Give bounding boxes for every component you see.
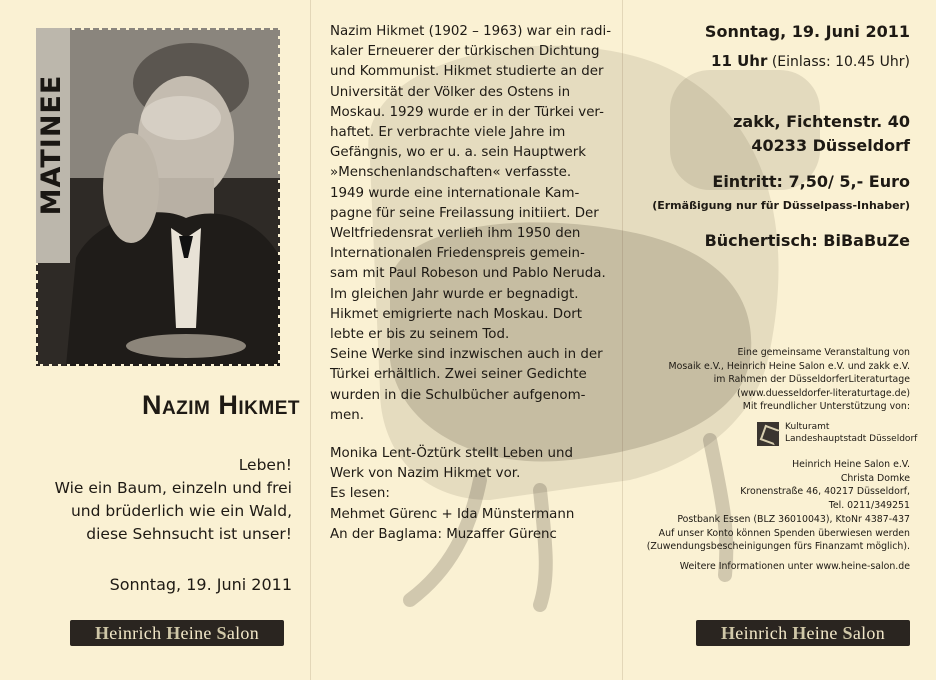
kulturamt-logo — [757, 420, 917, 448]
more-info: Weitere Informationen unter www.heine-salon.de — [679, 561, 910, 572]
venue-address-line1: zakk, Fichtenstr. 40 — [733, 112, 910, 131]
logo-text: Heinrich Heine Salon — [720, 622, 886, 643]
poet-name: Nazim Hikmet — [141, 390, 300, 420]
reading-info — [330, 444, 620, 545]
portrait-photo — [36, 28, 280, 366]
bio-line: Moskau. 1929 wurde er in der Türkei ver- — [330, 104, 604, 120]
bank-line: Postbank Essen (BLZ 36010043), KtoNr 4387-437 — [677, 514, 910, 525]
bio-line: Hikmet emigrierte nach Moskau. Dort — [330, 306, 583, 322]
venue-address-line2: 40233 Düsseldorf — [751, 136, 910, 155]
reading-line: An der Baglama: Muzaffer Gürenc — [330, 526, 557, 542]
event-time — [711, 52, 910, 70]
contact-line: Heinrich Heine Salon e.V. — [792, 459, 910, 470]
bio-line: men. — [330, 407, 365, 423]
contact-line: Tel. 0211/349251 — [828, 499, 910, 511]
portrait-image — [36, 28, 280, 366]
heine-salon-logo-right — [696, 620, 910, 646]
start-time: 11 Uhr — [711, 52, 768, 70]
poem-line: diese Sehnsucht ist unser! — [86, 525, 292, 543]
organizers-line: Mit freundlicher Unterstützung von: — [742, 401, 910, 412]
price-reduction-note: (Ermäßigung nur für Düsselpass-Inhaber) — [652, 199, 910, 212]
bio-line: 1949 wurde eine internationale Kam- — [330, 185, 580, 201]
heine-salon-logo-left — [70, 620, 284, 646]
organizers-line: (www.duesseldorfer-literaturtage.de) — [736, 387, 910, 399]
reading-line: Mehmet Gürenc + Ida Münstermann — [330, 506, 575, 522]
bio-line: Türkei erhältlich. Zwei seiner Gedichte — [330, 367, 587, 383]
bio-line: und Kommunist. Hikmet studierte an der — [330, 64, 604, 80]
organizers-line: im Rahmen der DüsseldorferLiteraturtage — [713, 374, 910, 385]
kulturamt-line2: Landeshauptstadt Düsseldorf — [785, 434, 918, 444]
bio-line: lebte er bis zu seinem Tod. — [330, 327, 510, 343]
ticket-price: Eintritt: 7,50/ 5,- Euro — [712, 172, 910, 191]
bio-line: Weltfriedensrat verlieh ihm 1950 den — [330, 226, 581, 242]
poem-line: und brüderlich wie ein Wald, — [70, 502, 292, 520]
bio-line: Seine Werke sind inzwischen auch in der — [330, 347, 603, 363]
biography-text — [330, 22, 620, 426]
bio-line: pagne für seine Freilassung initiiert. Der — [330, 205, 599, 221]
organizers-line: Mosaik e.V., Heinrich Heine Salon e.V. und zakk e.V. — [668, 360, 910, 372]
bio-line: »Menschenlandschaften« verfasste. — [330, 165, 572, 181]
organizers-line: Eine gemeinsame Veranstaltung von — [737, 347, 910, 358]
reading-line: Monika Lent-Öztürk stellt Leben und — [330, 446, 573, 461]
poem-quote — [20, 454, 292, 546]
bio-line: Internationalen Friedenspreis gemein- — [330, 246, 585, 262]
bank-line: (Zuwendungsbescheinigungen fürs Finanzamt möglich). — [646, 541, 910, 552]
admission-time: (Einlass: 10.45 Uhr) — [771, 54, 910, 70]
event-date-left: Sonntag, 19. Juni 2011 — [109, 575, 292, 594]
contact-line: Kronenstraße 46, 40217 Düsseldorf, — [740, 486, 910, 497]
bio-line: wurden in die Schulbücher aufgenom- — [330, 387, 586, 403]
poem-line: Leben! — [238, 456, 292, 474]
bio-line: Gefängnis, wo er u. a. sein Hauptwerk — [330, 145, 586, 161]
contact-block — [740, 458, 910, 512]
event-date-right: Sonntag, 19. Juni 2011 — [704, 22, 910, 41]
fold-line-left — [310, 0, 311, 680]
contact-line: Christa Domke — [840, 472, 910, 484]
matinee-label: MATINEE — [36, 74, 67, 216]
bank-block — [647, 513, 910, 554]
book-table: Büchertisch: BiBaBuZe — [704, 231, 910, 250]
poem-line: Wie ein Baum, einzeln und frei — [54, 479, 292, 497]
bio-line: Im gleichen Jahr wurde er begnadigt. — [330, 286, 579, 302]
bio-line: Universität der Völker des Ostens in — [330, 84, 571, 100]
reading-line: Werk von Nazim Hikmet vor. — [330, 466, 521, 482]
bio-line: haftet. Er verbrachte viele Jahre im — [330, 125, 566, 141]
kulturamt-line1: Kulturamt — [785, 422, 830, 432]
organizers-block — [669, 346, 911, 414]
bio-line: kaler Erneuerer der türkischen Dichtung — [330, 44, 600, 60]
bio-line: sam mit Paul Robeson und Pablo Neruda. — [330, 266, 606, 282]
logo-text: Heinrich Heine Salon — [94, 622, 260, 643]
kulturamt-emblem-icon — [757, 422, 779, 446]
bio-line: Nazim Hikmet (1902 – 1963) war ein radi- — [330, 24, 612, 39]
bank-line: Auf unser Konto können Spenden überwiesen werden — [658, 527, 910, 539]
reading-line: Es lesen: — [330, 486, 390, 502]
